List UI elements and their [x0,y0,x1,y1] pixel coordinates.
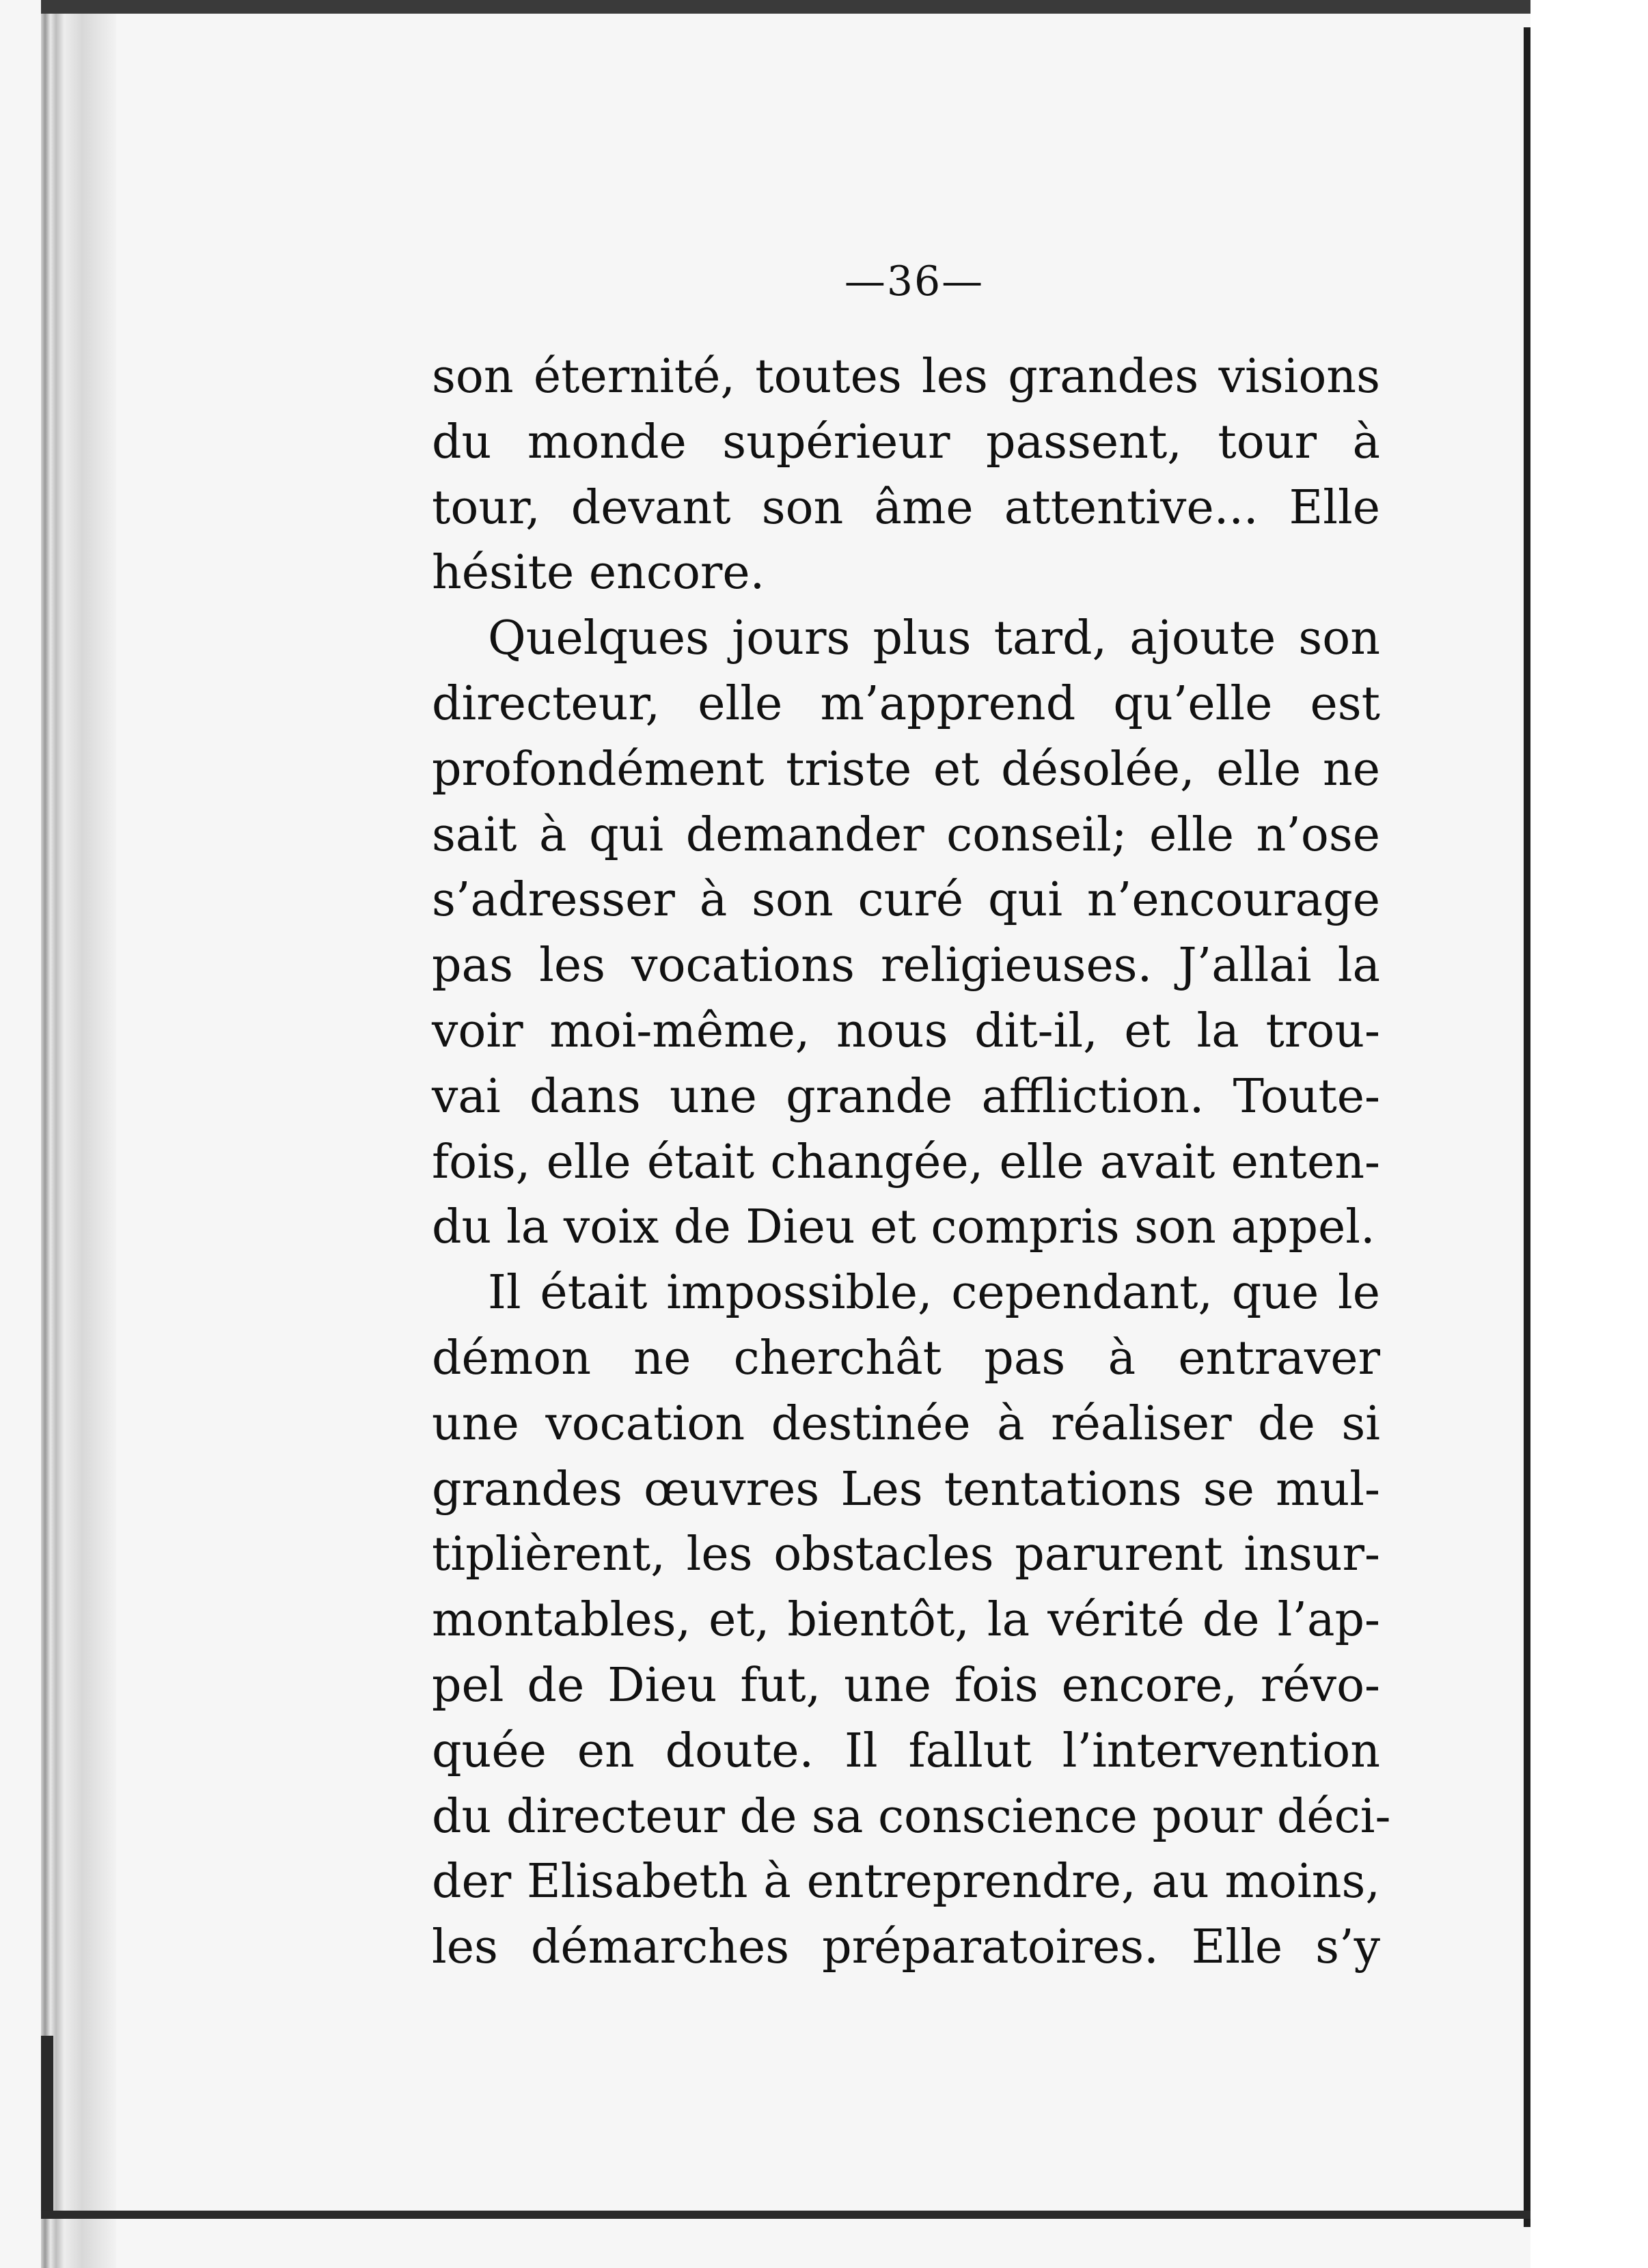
page-right-edge [1524,27,1530,2227]
text-line: les démarches préparatoires. Elle s’y [432,1920,1380,1975]
text-line: sait à qui demander conseil; elle n’ose [432,807,1380,862]
text-line: grandes œuvres Les tentations se mul- [432,1462,1380,1517]
text-line: une vocation destinée à réaliser de si [432,1396,1380,1451]
text-line: pas les vocations religieuses. J’allai la [432,939,1380,993]
text-line: directeur, elle m’apprend qu’elle est [432,676,1380,731]
page-top-edge [41,0,1530,14]
page-bottom-edge [41,2211,1530,2219]
text-line: der Elisabeth à entreprendre, au moins, [432,1855,1380,1909]
page-number: —36— [844,258,985,305]
text-line: démon ne cherchât pas à entraver [432,1331,1380,1385]
text-line: son éternité, toutes les grandes visions [432,350,1380,404]
text-line: fois, elle était changée, elle avait enten- [432,1135,1380,1189]
text-line: Quelques jours plus tard, ajoute son [488,611,1380,666]
text-line: quée en doute. Il fallut l’intervention [432,1724,1380,1778]
text-line: du directeur de sa conscience pour déci- [432,1789,1391,1844]
text-line: profondément triste et désolée, elle ne [432,742,1380,797]
text-line: du monde supérieur passent, tour à [432,415,1380,469]
body-text [432,344,1391,1980]
text-line: tour, devant son âme attentive... Elle [432,480,1380,535]
text-line: pel de Dieu fut, une fois encore, révo- [432,1658,1380,1713]
text-line: montables, et, bientôt, la vérité de l’ap- [432,1593,1380,1648]
text-line: s’adresser à son curé qui n’encourage [432,873,1380,928]
text-line: voir moi-même, nous dit-il, et la trou- [432,1004,1380,1058]
text-line: Il était impossible, cependant, que le [488,1266,1380,1320]
text-line: vai dans une grande affliction. Toute- [432,1069,1380,1124]
binding-shadow [41,2036,53,2213]
outer-margin [1530,0,1648,2268]
binding-edge [41,0,116,2268]
text-line: du la voix de Dieu et compris son appel. [432,1200,1375,1255]
text-line: hésite encore. [432,546,765,600]
text-line: tiplièrent, les obstacles parurent insur- [432,1527,1380,1582]
